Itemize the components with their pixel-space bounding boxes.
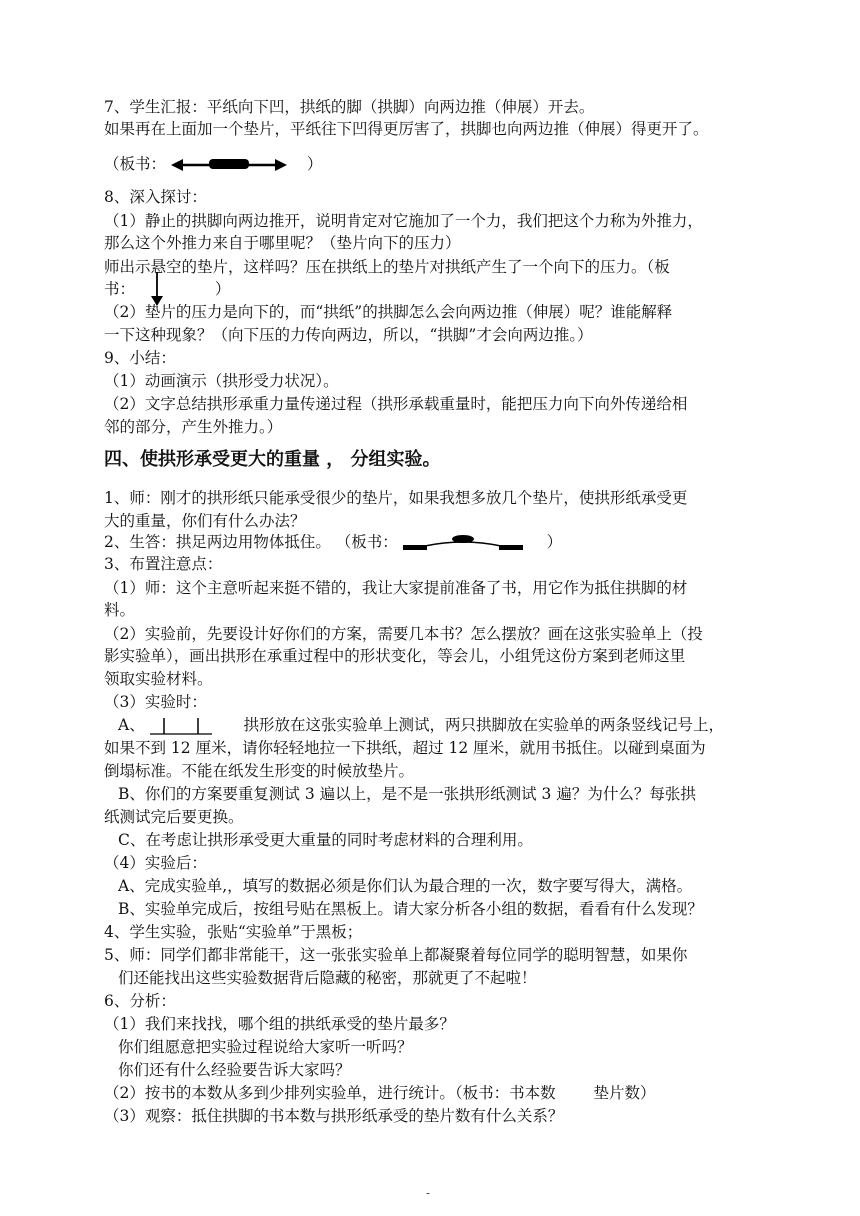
text-line: A、完成实验单,，填写的数据必须是你们认为最合理的一次，数字要写得大，满格。 <box>118 877 693 895</box>
double-arrow-diagram <box>171 154 287 176</box>
text-line: 影实验单），画出拱形在承重过程中的形状变化，等会儿，小组凭这份方案到老师这里 <box>104 647 686 665</box>
text-line: 纸测试完后要更换。 <box>104 808 244 826</box>
text-line: 如果再在上面加一个垫片，平纸往下凹得更厉害了，拱脚也向两边推（伸展）得更开了。 <box>104 120 709 138</box>
text-fragment: 书： <box>104 280 136 298</box>
text-fragment: ） <box>546 533 563 551</box>
blackboard-line <box>104 531 562 554</box>
text-line: 9、小结： <box>104 349 176 367</box>
text-line: 料。 <box>104 601 136 619</box>
text-line: 3、布置注意点： <box>104 555 223 573</box>
arch-with-supports-diagram <box>403 532 525 554</box>
text-line: 8、深入探讨： <box>104 188 207 206</box>
text-line: 师出示悬空的垫片，这样吗？压在拱纸上的垫片对拱纸产生了一个向下的压力。（板 <box>104 258 670 276</box>
text-line: （1）静止的拱脚向两边推开，说明肯定对它施加了一个力，我们把这个力称为外推力， <box>104 212 703 230</box>
text-line: （2）文字总结拱形承重力量传递过程（拱形承载重量时，能把压力向下向外传递给相 <box>104 395 688 413</box>
text-fragment: 拱形放在这张实验单上测试，两只拱脚放在实验单的两条竖线记号上， <box>243 716 725 734</box>
text-line: （3）观察：抵住拱脚的书本数与拱形纸承受的垫片数有什么关系？ <box>104 1107 564 1125</box>
text-line: 们还能找出这些实验数据背后隐藏的秘密，那就更了不起啦！ <box>118 969 537 987</box>
text-line: （1）我们来找找，哪个组的拱纸承受的垫片最多？ <box>104 1015 455 1033</box>
text-line: 你们组愿意把实验过程说给大家听一听吗？ <box>118 1038 413 1056</box>
blackboard-line <box>104 278 230 300</box>
text-fragment: ） <box>214 280 231 298</box>
text-fragment: ） <box>306 155 323 173</box>
text-line: 5、师：同学们都非常能干，这一张张实验单上都凝聚着每位同学的聪明智慧，如果你 <box>104 946 688 964</box>
page-footer: - <box>426 1186 431 1200</box>
blackboard-line <box>104 153 322 176</box>
text-line: C、在考虑让拱形承受更大重量的同时考虑材料的合理利用。 <box>118 831 533 849</box>
text-line: B、你们的方案要重复测试 3 遍以上，是不是一张拱形纸测试 3 遍？为什么？每张拱 <box>118 785 696 803</box>
text-fragment: （板书： <box>104 155 167 173</box>
text-line: 如果不到 12 厘米，请你轻轻地拉一下拱纸，超过 12 厘米，就用书抵住。以碰到桌面为 <box>104 739 706 757</box>
text-line: 邻的部分，产生外推力。） <box>104 418 283 436</box>
text-line: 倒塌标准。不能在纸发生形变的时候放垫片。 <box>104 762 415 780</box>
test-sheet-marks-diagram <box>150 716 214 736</box>
text-line: 1、师：刚才的拱形纸只能承受很少的垫片，如果我想多放几个垫片，使拱形纸承受更 <box>104 489 688 507</box>
text-line: 7、学生汇报：平纸向下凹，拱纸的脚（拱脚）向两边推（伸展）开去。 <box>104 98 595 116</box>
text-line: （2）实验前，先要设计好你们的方案，需要几本书？怎么摆放？画在这张实验单上（投 <box>104 625 703 643</box>
section-heading: 四、使拱形承受更大的重量 ， 分组实验。 <box>104 449 441 470</box>
text-line: 4、学生实验，张贴“实验单”于黑板； <box>104 923 363 941</box>
text-line: B、实验单完成后，按组号贴在黑板上。请大家分析各小组的数据，看看有什么发现？ <box>118 900 703 918</box>
text-line: 6、分析： <box>104 992 176 1010</box>
text-fragment: A、 <box>118 716 145 734</box>
text-line: 你们还有什么经验要告诉大家吗？ <box>118 1061 351 1079</box>
text-line: （1）师：这个主意听起来挺不错的，我让大家提前准备了书，用它作为抵住拱脚的材 <box>104 579 688 597</box>
text-fragment: （2）按书的本数从多到少排列实验单，进行统计。（板书：书本数 <box>104 1084 556 1102</box>
text-line: 一下这种现象？（向下压的力传向两边，所以，“拱脚”才会向两边推。） <box>104 326 593 344</box>
text-line: （2）垫片的压力是向下的，而“拱纸”的拱脚怎么会向两边推（伸展）呢？谁能解释 <box>104 303 673 321</box>
text-fragment: 垫片数） <box>593 1084 656 1102</box>
text-line <box>104 1082 656 1104</box>
text-line <box>118 714 724 736</box>
text-fragment: 2、生答：拱足两边用物体抵住。 （板书： <box>104 533 398 551</box>
text-line: 领取实验材料。 <box>104 670 213 688</box>
text-line: （4）实验后： <box>104 854 207 872</box>
text-line: 那么这个外推力来自于哪里呢？（垫片向下的压力） <box>104 234 461 252</box>
text-line: （1）动画演示（拱形受力状况）。 <box>104 372 339 390</box>
text-line: （3）实验时： <box>104 693 207 711</box>
text-line: 大的重量，你们有什么办法？ <box>104 512 306 530</box>
